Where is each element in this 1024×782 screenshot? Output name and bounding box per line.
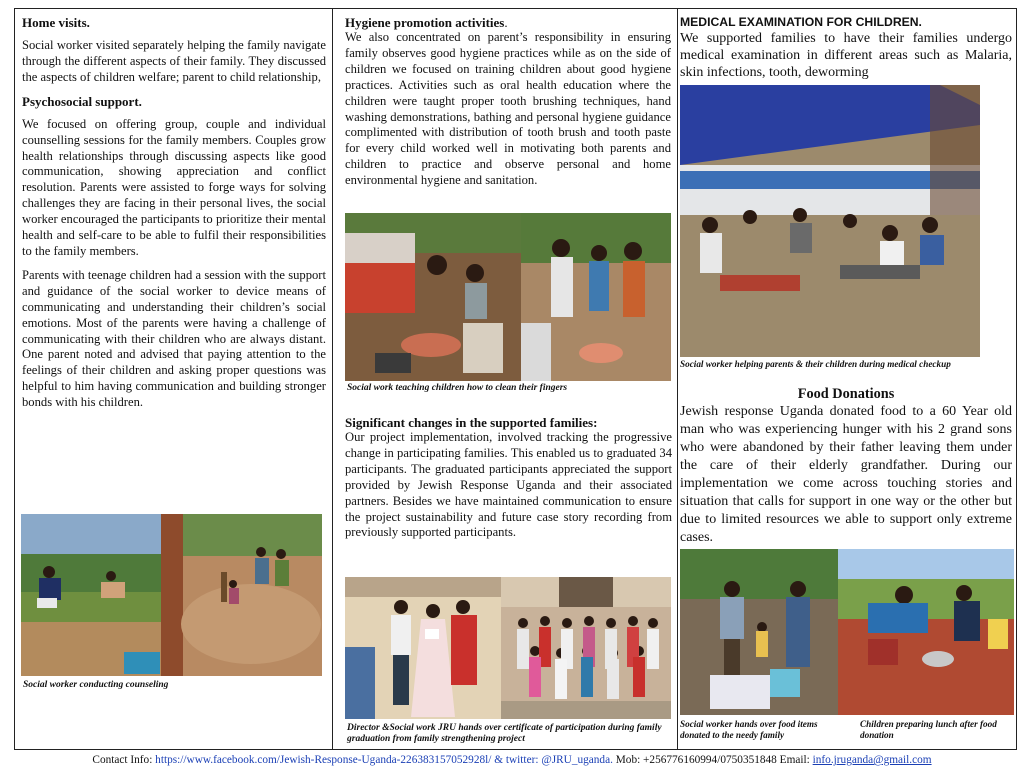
changes-text: Our project implementation, involved tracking the progressive change in participating families. This enabled us to graduated 34 participants. The graduated participants appreciated the support provided by Jewish Response Uganda and their associated partners. Besides we have maintained communication to ensure the project sustainability and future case story recording from previously supported participants. bbox=[345, 430, 672, 540]
changes-title: Significant changes in the supported families: bbox=[345, 415, 598, 430]
psychosocial-text: We focused on offering group, couple and individual counselling sessions for the family members. Couples grow health relationships through discussing aspects like good communication, showing appreciation and conflict resolution. Parents were assisted to forge ways for solving challenges they are facing in their personal lives, the social worker encouraged the participants to prioritize their mental health and self-care to be able to fulfil their responsibilities to the family members. bbox=[22, 116, 326, 258]
column-middle bbox=[333, 9, 678, 749]
column-right bbox=[678, 9, 1016, 749]
medical-title: MEDICAL EXAMINATION FOR CHILDREN. bbox=[680, 15, 922, 29]
food-title: Food Donations bbox=[797, 386, 895, 402]
hygiene-text: We also concentrated on parent’s responsibility in ensuring family observes good hygiene practices while as on the side of children we focused on training children about good hygiene practices. Activities such as oral health education where the children were taught proper tooth brushing techniques, hand washing demonstrations, bathing and personal hygiene guidance complimented with distribution of tooth brush and tooth paste for every child worked well in motivating both parents and children to practice and observe personal and home environmental hygiene and sanitation. bbox=[345, 30, 671, 188]
food-text: Jewish response Uganda donated food to a 60 Year old man who was experiencing hunger with his 2 grand sons who were abandoned by their father leaving them under the care of their elderly grandfather. During our implementation we come across touching stories and situation that calls for support in one way or the other but due to limited resources we able to support only extreme cases. bbox=[680, 404, 1012, 545]
medical-photo bbox=[680, 85, 980, 357]
hygiene-photo-left bbox=[345, 213, 521, 381]
hygiene-caption: Social work teaching children how to clean their fingers bbox=[347, 383, 568, 393]
contact-label: Contact Info: bbox=[92, 754, 153, 766]
hygiene-title: Hygiene promotion activities. bbox=[345, 15, 508, 30]
medical-text: We supported families to have their families undergo medical examination in different areas such as Malaria, skin infections, tooth, deworming bbox=[680, 31, 1012, 80]
food-photo-right bbox=[838, 549, 1014, 715]
counseling-caption: Social worker conducting counseling bbox=[23, 680, 169, 690]
twitter-label: & twitter: bbox=[494, 754, 539, 766]
counseling-photo-right bbox=[161, 514, 322, 676]
food-section bbox=[680, 386, 1012, 547]
home-visits-text: Social worker visited separately helping the family navigate through the different aspects of their family. They discussed the aspects of children welfare; parent to child relationship, bbox=[22, 38, 326, 84]
email-label: Email: bbox=[779, 754, 810, 766]
graduation-photo-left bbox=[345, 577, 501, 719]
facebook-link[interactable]: https://www.facebook.com/Jewish-Response-Uganda-226383157052928l/ bbox=[155, 754, 492, 766]
graduation-caption: Director &Social work JRU hands over certificate of participation during family graduation from family strengthening project bbox=[347, 723, 662, 744]
teen-session-text: Parents with teenage children had a session with the support and guidance of the social worker to device means of communicating and understanding their children’s social emotions. Most of the parents were having a challenge of communicating with their children who are always distant. One parent noted and advised that paying attention to the feelings of their children and asking proper questions was helpful to him having communication and building stronger bonds with his children. bbox=[22, 267, 326, 410]
contact-footer bbox=[0, 754, 1024, 766]
food-caption-left: Social worker hands over food items donated to the needy family bbox=[680, 719, 818, 740]
medical-caption: Social worker helping parents & their children during medical checkup bbox=[680, 359, 951, 369]
mobile-number: Mob: +256776160994/0750351848 bbox=[615, 754, 777, 766]
counseling-photo-left bbox=[21, 514, 161, 676]
email-link[interactable]: info.jruganda@gmail.com bbox=[812, 754, 932, 766]
hygiene-photo-right bbox=[521, 213, 671, 381]
changes-section bbox=[345, 415, 672, 541]
home-visits-title: Home visits. bbox=[22, 15, 90, 30]
graduation-photo-right bbox=[501, 577, 671, 719]
twitter-link[interactable]: @JRU_uganda. bbox=[541, 754, 613, 766]
food-photo-left bbox=[680, 549, 838, 715]
food-caption-right: Children preparing lunch after food donation bbox=[860, 719, 997, 740]
newsletter-frame bbox=[14, 8, 1017, 750]
psychosocial-title: Psychosocial support. bbox=[22, 93, 142, 109]
column-left bbox=[15, 9, 333, 749]
